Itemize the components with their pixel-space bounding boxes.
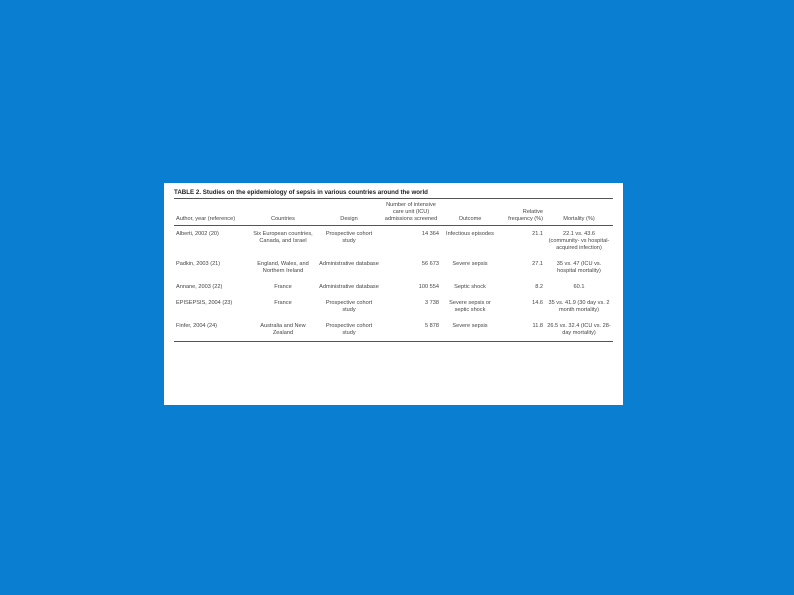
cell-outcome: Severe sepsis or septic shock bbox=[449, 300, 491, 313]
column-header-countries: Countries bbox=[271, 216, 295, 222]
column-header-icu-admissions: Number of intensive care unit (ICU) admissions screened bbox=[384, 202, 438, 222]
table-row bbox=[174, 226, 613, 257]
cell-countries: France bbox=[274, 300, 292, 306]
cell-mortality: 35 vs. 41.9 (30 day vs. 2 month mortality) bbox=[548, 300, 610, 313]
table-row bbox=[174, 279, 613, 295]
cell-design: Prospective cohort study bbox=[325, 231, 373, 244]
cell-mortality: 60.1 bbox=[573, 284, 585, 290]
cell-admissions: 56 673 bbox=[421, 261, 439, 267]
cell-countries: Australia and New Zealand bbox=[260, 323, 306, 336]
cell-design: Administrative database bbox=[319, 284, 379, 290]
cell-mortality: 22.1 vs. 43.6 (community- vs hospital-acquired infection) bbox=[548, 231, 610, 251]
cell-frequency: 21.1 bbox=[532, 231, 543, 237]
table-row bbox=[174, 256, 613, 279]
table-row bbox=[174, 295, 613, 318]
cell-outcome: Septic shock bbox=[454, 284, 486, 290]
table-header-row bbox=[174, 199, 613, 226]
column-header-outcome: Outcome bbox=[458, 216, 482, 222]
column-header-design: Design bbox=[340, 216, 358, 222]
epidemiology-table bbox=[174, 198, 613, 342]
cell-admissions: 100 554 bbox=[418, 284, 439, 290]
cell-design: Prospective cohort study bbox=[325, 300, 373, 313]
cell-design: Prospective cohort study bbox=[325, 323, 373, 336]
cell-author: Annane, 2003 (22) bbox=[176, 284, 223, 290]
cell-design: Administrative database bbox=[319, 261, 379, 267]
cell-author: Padkin, 2003 (21) bbox=[176, 261, 221, 267]
table-row bbox=[174, 318, 613, 342]
cell-frequency: 8.2 bbox=[535, 284, 543, 290]
cell-countries: France bbox=[274, 284, 292, 290]
cell-admissions: 5 878 bbox=[425, 323, 439, 329]
cell-outcome: Infectious episodes bbox=[446, 231, 494, 237]
cell-mortality: 26.5 vs. 32.4 (ICU vs. 28-day mortality) bbox=[547, 323, 611, 336]
cell-frequency: 11.8 bbox=[532, 323, 543, 329]
column-header-author: Author, year (reference) bbox=[176, 216, 236, 222]
cell-admissions: 14 364 bbox=[421, 231, 439, 237]
cell-mortality: 35 vs. 47 (ICU vs. hospital mortality) bbox=[556, 261, 602, 274]
cell-admissions: 3 738 bbox=[425, 300, 439, 306]
cell-author: Finfer, 2004 (24) bbox=[176, 323, 218, 329]
cell-frequency: 14.6 bbox=[532, 300, 543, 306]
column-header-mortality: Mortality (%) bbox=[563, 216, 595, 222]
cell-author: Alberti, 2002 (20) bbox=[176, 231, 219, 237]
cell-frequency: 27.1 bbox=[532, 261, 543, 267]
cell-countries: Six European countries, Canada, and Israel bbox=[253, 231, 313, 244]
table-card bbox=[164, 183, 623, 405]
table-caption: TABLE 2. Studies on the epidemiology of sepsis in various countries around the world bbox=[174, 189, 428, 196]
cell-outcome: Severe sepsis bbox=[452, 323, 488, 329]
cell-outcome: Severe sepsis bbox=[452, 261, 488, 267]
column-header-relative-frequency: Relative frequency (%) bbox=[508, 209, 543, 222]
cell-countries: England, Wales, and Northern Ireland bbox=[257, 261, 309, 274]
cell-author: EPISEPSIS, 2004 (23) bbox=[176, 300, 233, 306]
